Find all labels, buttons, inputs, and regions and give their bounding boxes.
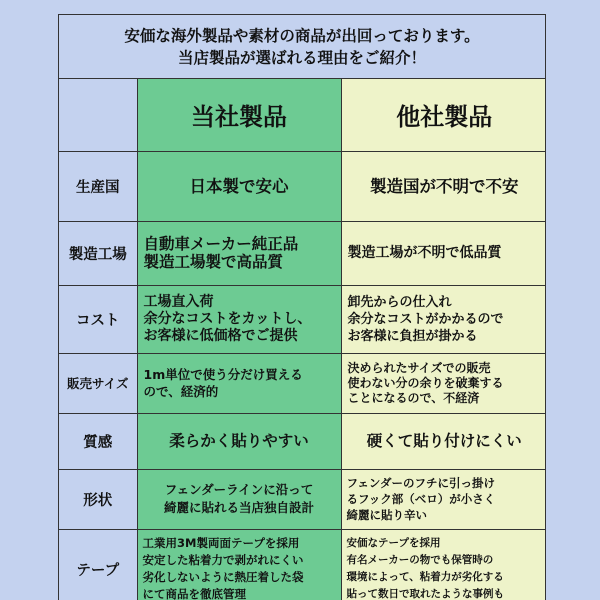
theirs-text: 環境によって、粘着力が劣化する	[346, 571, 504, 583]
theirs-cell	[341, 221, 546, 285]
ours-text: にて商品を徹底管理	[142, 587, 246, 600]
theirs-text: 使わない分の余りを破棄する	[347, 375, 504, 390]
table-row	[59, 529, 546, 600]
row-label: 質感	[59, 413, 137, 469]
ours-text: 綺麗に貼れる当店独自設計	[163, 500, 314, 515]
row-label: 形状	[59, 469, 137, 529]
ours-text: 工業用3M製両面テープを採用	[142, 536, 300, 550]
row-label: 販売サイズ	[59, 353, 137, 413]
ours-text: 製造工場製で高品質	[143, 253, 284, 271]
table-row	[59, 285, 546, 353]
ours-cell	[137, 529, 341, 600]
theirs-text: 綺麗に貼り辛い	[346, 508, 427, 522]
intro-header	[59, 15, 545, 79]
row-label: 生産国	[59, 151, 137, 221]
theirs-cell	[341, 529, 546, 600]
row-label: コスト	[59, 285, 137, 353]
theirs-text: 有名メーカーの物でも保管時の	[346, 554, 494, 566]
theirs-text: ことになるので、不経済	[347, 390, 480, 405]
ours-cell	[137, 469, 341, 529]
column-header-ours: 当社製品	[137, 79, 341, 151]
intro-line-1: 安価な海外製品や素材の商品が出回っております。	[124, 26, 480, 45]
ours-text: ので、経済的	[143, 384, 219, 399]
theirs-cell	[341, 469, 546, 529]
theirs-cell	[341, 151, 546, 221]
ours-text: 自動車メーカー純正品	[143, 235, 299, 253]
ours-text: 柔らかく貼りやすい	[169, 431, 309, 450]
theirs-text: 決められたサイズでの販売	[347, 360, 491, 375]
theirs-text: 貼って数日で取れたような事例も	[346, 588, 504, 600]
table-row	[59, 469, 546, 529]
theirs-cell	[341, 413, 546, 469]
ours-cell	[137, 285, 341, 353]
ours-text: フェンダーラインに沿って	[164, 482, 314, 497]
table-row	[59, 151, 546, 221]
theirs-text: 余分なコストがかかるので	[347, 311, 504, 327]
comparison-table	[59, 79, 546, 600]
theirs-text: 卸先からの仕入れ	[347, 294, 452, 310]
table-row	[59, 353, 546, 413]
intro-line-2: 当店製品が選ばれる理由をご紹介！	[177, 48, 426, 67]
ours-text: 余分なコストをカットし、	[143, 310, 312, 327]
ours-cell	[137, 221, 341, 285]
theirs-text: 製造国が不明で不安	[370, 176, 519, 196]
ours-text: 1m単位で使う分だけ買える	[143, 367, 303, 382]
theirs-cell	[341, 353, 546, 413]
ours-cell	[137, 353, 341, 413]
theirs-text: 安価なテープを採用	[346, 537, 441, 549]
theirs-text: 製造工場が不明で低品質	[347, 244, 502, 261]
row-label: 製造工場	[59, 221, 137, 285]
theirs-cell	[341, 285, 546, 353]
ours-text: 工場直入荷	[143, 293, 214, 310]
comparison-frame	[58, 14, 546, 600]
column-header-theirs: 他社製品	[341, 79, 546, 151]
row-label: テープ	[59, 529, 137, 600]
ours-text: 日本製で安心	[189, 176, 289, 196]
theirs-text: お客様に負担が掛かる	[347, 328, 478, 344]
theirs-text: 硬くて貼り付けにくい	[366, 431, 522, 450]
table-row	[59, 221, 546, 285]
theirs-text: フェンダーのフチに引っ掛け	[346, 476, 495, 490]
corner-cell	[59, 79, 137, 151]
ours-text: 劣化しないように熱圧着した袋	[142, 570, 304, 584]
ours-cell	[137, 151, 341, 221]
table-row	[59, 413, 546, 469]
ours-text: お客様に低価格でご提供	[143, 327, 298, 344]
ours-cell	[137, 413, 341, 469]
ours-text: 安定した粘着力で剥がれにくい	[142, 553, 304, 567]
column-header-row	[59, 79, 546, 151]
theirs-text: るフック部（ベロ）が小さく	[346, 492, 496, 506]
